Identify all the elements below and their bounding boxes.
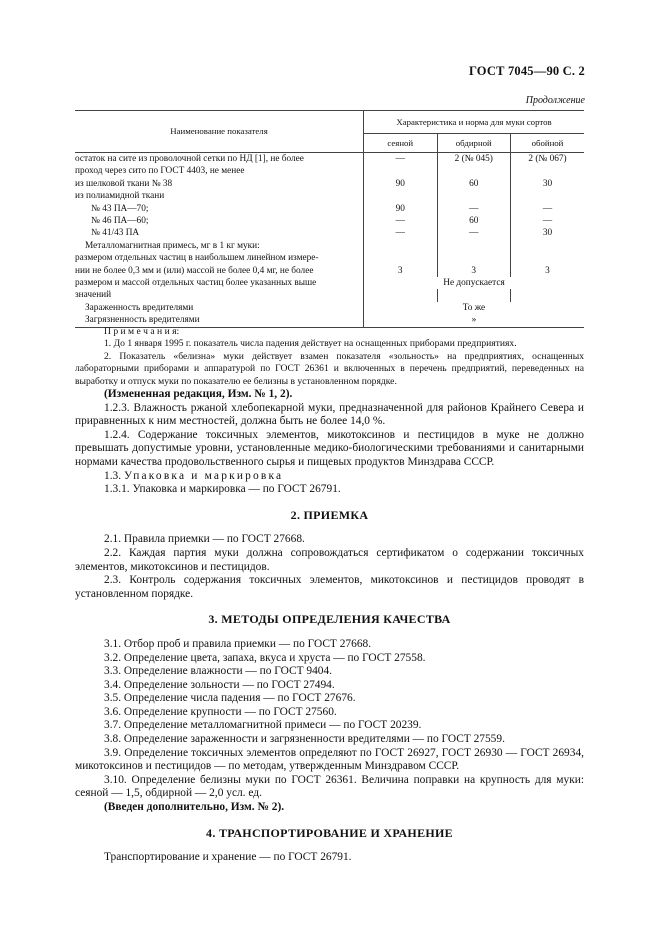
- row-label: размером отдельных частиц в наибольшем линейном измере-: [75, 253, 319, 264]
- row-value: [511, 289, 585, 301]
- row-label: значений: [75, 290, 112, 301]
- section-4-heading: 4. ТРАНСПОРТИРОВАНИЕ И ХРАНЕНИЕ: [206, 825, 453, 840]
- row-value: [437, 240, 511, 252]
- table-row: [75, 277, 584, 289]
- row-label: № 46 ПА—60;: [91, 216, 149, 227]
- row-label: размером и массой отдельных частиц более указанных выше: [75, 278, 317, 289]
- paragraph-4: Транспортирование и хранение — по ГОСТ 26791.: [104, 851, 352, 864]
- table-row: [75, 227, 584, 239]
- row-value: 2 (№ 067): [511, 153, 585, 166]
- row-label: Зараженность вредителями: [85, 302, 194, 313]
- row-label: Металломагнитная примесь, мг в 1 кг муки:: [85, 240, 260, 251]
- row-value: [437, 165, 511, 177]
- subsection-number: 1.3.: [104, 469, 122, 482]
- row-value: [364, 289, 438, 301]
- paragraph-1-2-4: 1.2.4. Содержание токсичных элементов, микотоксинов и пестицидов в муке не должно превышать допустимые уровни, установленные медико-биологическими требованиями и санитарными нормами качества продовольственного сырья и пищевых продуктов Минздрава СССР.: [75, 428, 584, 468]
- paragraph-3-9: 3.9. Определение токсичных элементов определяют по ГОСТ 26927, ГОСТ 26930 — ГОСТ 26934, микотоксинов и пестицидов — по методам, утвержденным Минздравом СССР.: [75, 746, 584, 773]
- note-2: 2. Показатель «белизна» муки действует взамен показателя «зольность» на предприятиях, оснащенных лабораторными приборами и аппаратурой по ГОСТ 26361 и включенных в перечень предприятий, переведенных на выработку и отпуск муки по показателю ее белизны в установленном порядке.: [75, 350, 584, 387]
- table-row: [75, 215, 584, 227]
- row-value: —: [437, 203, 511, 215]
- row-label: Загрязненность вредителями: [75, 314, 364, 327]
- row-label: проход через сито по ГОСТ 4403, не менее: [75, 166, 245, 177]
- subsection-title: Упаковка и маркировка: [123, 469, 284, 482]
- column-header-name: Наименование показателя: [75, 111, 364, 153]
- row-value: 30: [511, 227, 585, 239]
- row-label: № 43 ПА—70;: [91, 203, 149, 214]
- table-row: [75, 165, 584, 177]
- column-group-header: Характеристика и норма для муки сортов: [364, 111, 585, 134]
- row-value: [437, 289, 511, 301]
- subsection-1-3: [75, 470, 584, 484]
- edit-note-2: (Введен дополнительно, Изм. № 2).: [104, 801, 285, 814]
- column-header-sort: сеяной: [364, 134, 438, 153]
- column-header-sort: обдирной: [437, 134, 511, 153]
- row-label: нии не более 0,3 мм и (или) массой не более 0,4 мг, не более: [75, 265, 314, 276]
- page-header: ГОСТ 7045—90 С. 2: [468, 64, 585, 78]
- row-value: —: [364, 215, 438, 227]
- row-label: из шелковой ткани № 38: [75, 178, 173, 189]
- row-value: [364, 190, 438, 202]
- paragraph-3-8: 3.8. Определение зараженности и загрязненности вредителями — по ГОСТ 27559.: [104, 733, 505, 746]
- continuation-label: Продолжение: [525, 95, 585, 106]
- edit-note: (Измененная редакция, Изм. № 1, 2).: [104, 388, 293, 400]
- table-row: [75, 240, 584, 252]
- row-value: [511, 190, 585, 202]
- row-value: —: [364, 153, 438, 166]
- row-value: [511, 252, 585, 264]
- quality-table: [75, 110, 584, 328]
- main-text: [75, 388, 584, 865]
- row-merged-value: То же: [364, 302, 585, 314]
- paragraph-3-5: 3.5. Определение числа падения — по ГОСТ 27676.: [104, 692, 356, 705]
- table-row: [75, 203, 584, 215]
- row-value: —: [511, 215, 585, 227]
- paragraph-3-2: 3.2. Определение цвета, запаха, вкуса и хруста — по ГОСТ 27558.: [104, 651, 426, 664]
- row-value: 60: [437, 178, 511, 190]
- row-value: [364, 252, 438, 264]
- row-value: [511, 240, 585, 252]
- column-header-sort: обойной: [511, 134, 585, 153]
- row-value: [437, 252, 511, 264]
- table-row: [75, 178, 584, 190]
- row-value: —: [511, 203, 585, 215]
- paragraph-1-2-3: 1.2.3. Влажность ржаной хлебопекарной муки, предназначенной для районов Крайнего Севера и приравненных к ним местностей, должна быть не более 14,0 %.: [75, 401, 584, 428]
- paragraph-3-7: 3.7. Определение металломагнитной примеси — по ГОСТ 20239.: [104, 719, 422, 732]
- notes-block: [75, 326, 584, 388]
- table-row: [75, 153, 584, 166]
- row-value: 90: [364, 203, 438, 215]
- row-label: № 41/43 ПА: [91, 228, 140, 239]
- paragraph-2-3: 2.3. Контроль содержания токсичных элементов, микотоксинов и пестицидов проводят в установленном порядке.: [75, 574, 584, 600]
- row-merged-value: »: [364, 314, 585, 327]
- row-value: 3: [437, 265, 511, 277]
- section-2-heading: 2. ПРИЕМКА: [290, 507, 369, 522]
- row-merged-value: Не допускается: [364, 277, 585, 289]
- row-value: 2 (№ 045): [437, 153, 511, 166]
- paragraph-2-1: 2.1. Правила приемки — по ГОСТ 27668.: [104, 533, 305, 546]
- table-row: [75, 289, 584, 301]
- row-value: 3: [364, 265, 438, 277]
- row-value: 3: [511, 265, 585, 277]
- row-value: 60: [437, 215, 511, 227]
- table-row: [75, 302, 584, 314]
- paragraph-3-6: 3.6. Определение крупности — по ГОСТ 27560.: [104, 705, 337, 718]
- table-row: [75, 252, 584, 264]
- row-value: [364, 240, 438, 252]
- paragraph-3-10: 3.10. Определение белизны муки по ГОСТ 26361. Величина поправки на крупность для муки: сеяной — 1,5, обдирной — 2,0 усл. ед.: [75, 773, 584, 800]
- paragraph-2-2: 2.2. Каждая партия муки должна сопровождаться сертификатом о содержании токсичных элементов, микотоксинов и пестицидов.: [75, 546, 584, 573]
- table-row: [75, 190, 584, 202]
- row-value: —: [437, 227, 511, 239]
- table-row: [75, 265, 584, 277]
- row-value: 90: [364, 178, 438, 190]
- note-1: 1. До 1 января 1995 г. показатель числа падения действует на оснащенных приборами предприятиях.: [104, 338, 517, 350]
- row-value: 30: [511, 178, 585, 190]
- paragraph-3-3: 3.3. Определение влажности — по ГОСТ 9404.: [104, 665, 333, 678]
- row-value: [511, 165, 585, 177]
- row-value: —: [364, 227, 438, 239]
- notes-title: П р и м е ч а н и я:: [104, 326, 180, 337]
- paragraph-1-3-1: 1.3.1. Упаковка и маркировка — по ГОСТ 26791.: [104, 483, 341, 496]
- row-label: из полиамидной ткани: [75, 191, 165, 202]
- row-label: остаток на сите из проволочной сетки по НД [1], не более: [75, 154, 304, 164]
- section-3-heading: 3. МЕТОДЫ ОПРЕДЕЛЕНИЯ КАЧЕСТВА: [208, 612, 451, 627]
- row-value: [437, 190, 511, 202]
- paragraph-3-1: 3.1. Отбор проб и правила приемки — по ГОСТ 27668.: [104, 637, 372, 650]
- row-value: [364, 165, 438, 177]
- paragraph-3-4: 3.4. Определение зольности — по ГОСТ 27494.: [104, 678, 335, 691]
